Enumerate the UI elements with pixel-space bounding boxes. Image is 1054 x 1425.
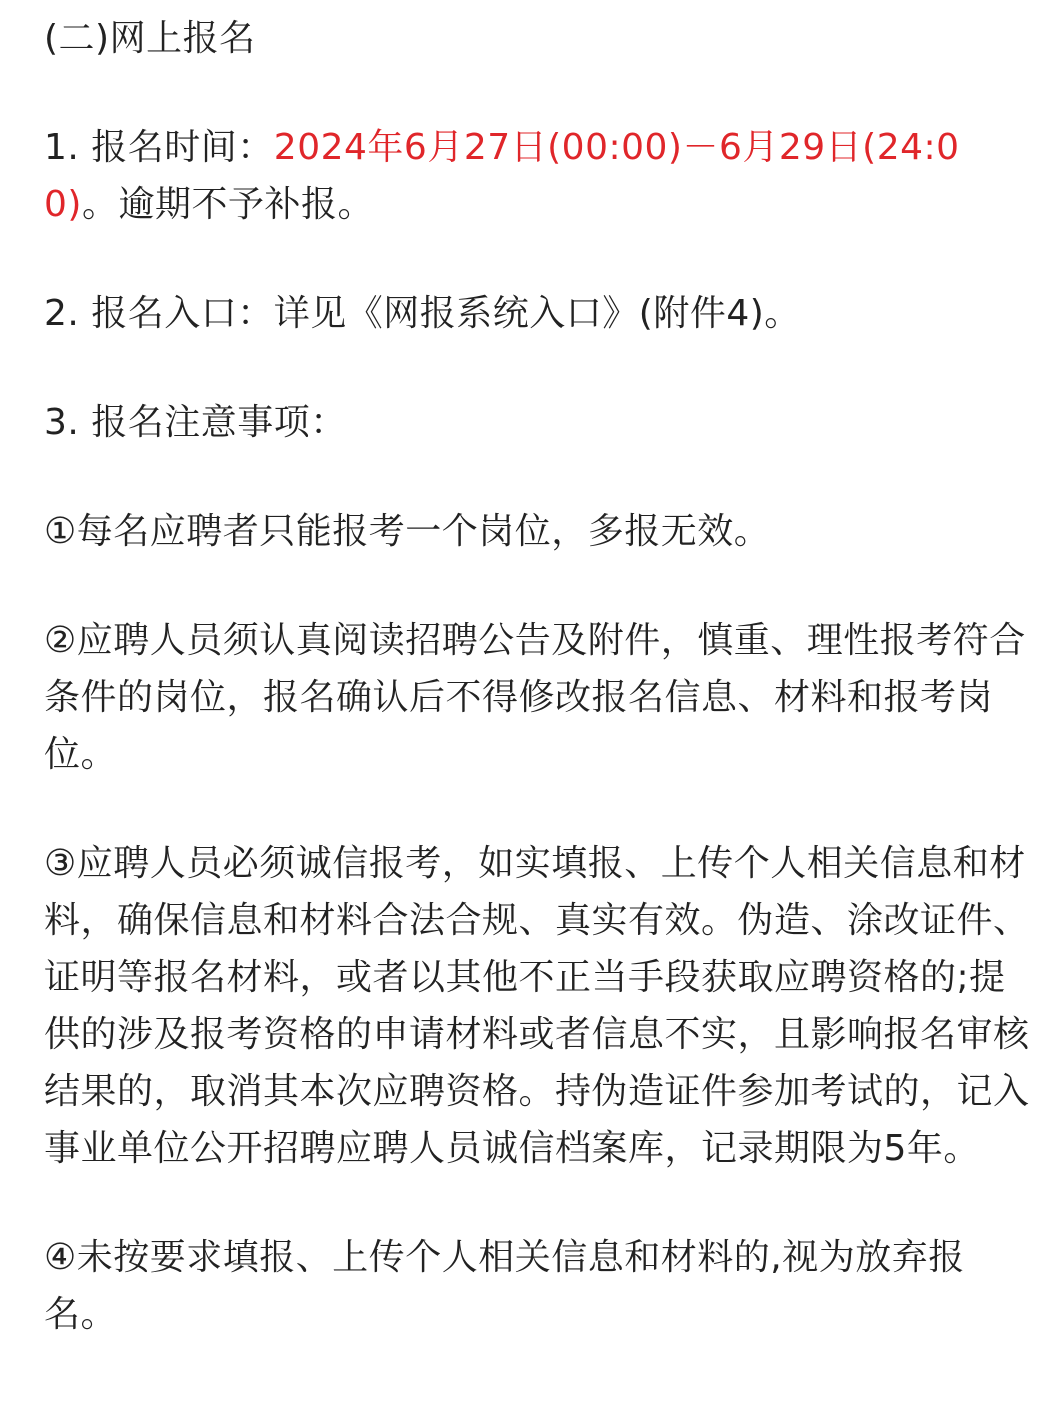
note-item-4: ④未按要求填报、上传个人相关信息和材料的,视为放弃报名。 [44,1237,965,1335]
registration-entry-paragraph: 2. 报名入口：详见《网报系统入口》(附件4)。 [44,293,801,334]
registration-notes-heading: 3. 报名注意事项： [44,402,347,443]
registration-time-paragraph [44,119,1030,233]
registration-time-label: 1. 报名时间： [44,127,274,168]
note-item-3: ③应聘人员必须诚信报考，如实填报、上传个人相关信息和材料，确保信息和材料合法合规、真实有效。伪造、涂改证件、证明等报名材料，或者以其他不正当手段获取应聘资格的;提供的涉及报考资格的申请材料或者信息不实，且影响报名审核结果的，取消其本次应聘资格。持伪造证件参加考试的，记入事业单位公开招聘应聘人员诚信档案库，记录期限为5年。 [44,843,1030,1169]
note-item-1: ①每名应聘者只能报考一个岗位，多报无效。 [44,511,771,552]
registration-time-range: 2024年6月27日(00:00)－6月29日(24:00) [44,127,960,225]
note-item-2: ②应聘人员须认真阅读招聘公告及附件，慎重、理性报考符合条件的岗位，报名确认后不得修改报名信息、材料和报考岗位。 [44,620,1026,775]
section-title: (二)网上报名 [44,18,256,59]
registration-time-suffix: 。逾期不予补报。 [81,184,374,225]
